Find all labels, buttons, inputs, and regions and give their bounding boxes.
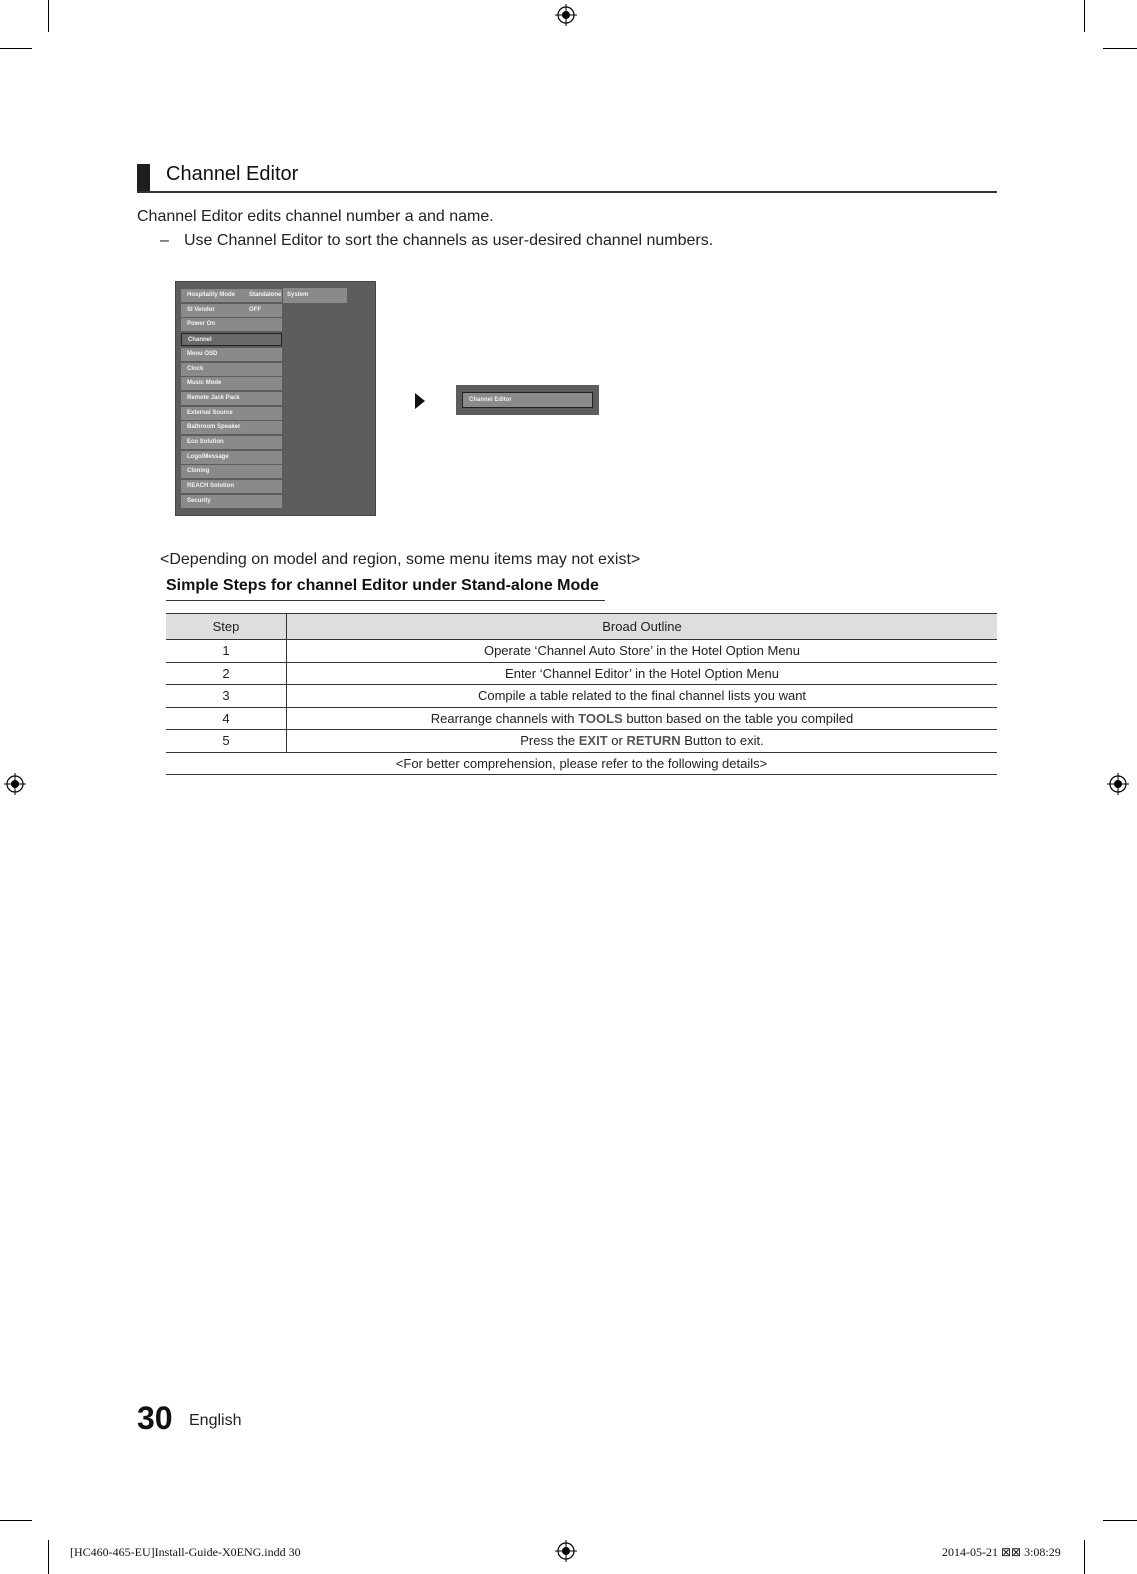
note-text: <Depending on model and region, some menu items may not exist> [160,551,641,568]
step-text: button based on the table you compiled [622,710,854,726]
crop-mark [0,48,32,49]
step-text: Enter ‘Channel Editor’ in the Hotel Option Menu [505,665,779,681]
menu-item: SI Vendor OFF [181,304,282,317]
page-language: English [189,1412,242,1429]
step-text: Rearrange channels with [430,710,579,726]
step-number: 1 [166,640,287,663]
step-number: 5 [166,730,287,753]
crop-mark [1084,1540,1085,1574]
menu-item: Bathroom Speaker [181,421,282,434]
step-outline [287,730,998,753]
menu-item: Logo/Message [181,451,282,464]
registration-mark-icon [555,4,577,26]
table-row [166,640,997,663]
step-number: 3 [166,685,287,708]
step-text: Press the [520,733,579,749]
page-number: 30 [137,1400,173,1436]
button-name: TOOLS [578,710,623,726]
step-outline [287,685,998,708]
crop-mark [1103,48,1137,49]
menu-item: External Source [181,407,282,420]
step-outline [287,662,998,685]
registration-mark-icon [4,773,26,795]
step-text: or [607,733,627,749]
button-name: RETURN [626,733,681,749]
menu-item-selected: Channel [181,333,282,346]
step-number: 2 [166,662,287,685]
button-name: EXIT [578,733,608,749]
section-title: Channel Editor [166,163,299,185]
menu-system-header: System [283,288,347,303]
print-footer-timestamp: 2014-05-21 ⊠⊠ 3:08:29 [942,1545,1061,1559]
menu-item: Music Mode [181,377,282,390]
column-header-step: Step [166,614,287,640]
print-footer-file: [HC460-465-EU]Install-Guide-X0ENG.indd 30 [70,1545,301,1559]
step-text: Compile a table related to the final channel lists you want [477,688,807,704]
section-divider [137,191,997,193]
bullet-item [160,232,713,250]
crop-mark [0,1520,32,1521]
step-outline [287,707,998,730]
table-footer-note: <For better comprehension, please refer to the following details> [166,752,997,775]
table-row [166,730,997,753]
menu-item: Remote Jack Pack [181,392,282,405]
menu-item: Eco Solution [181,436,282,449]
registration-mark-icon [1107,773,1129,795]
submenu-item-channel-editor: Channel Editor [462,392,593,408]
table-row [166,662,997,685]
menu-item: REACH Solution [181,480,282,493]
column-header-outline: Broad Outline [287,614,998,640]
table-row [166,707,997,730]
crop-mark [1103,1520,1137,1521]
step-text: Button to exit. [680,733,764,749]
bullet-text: Use Channel Editor to sort the channels as user-desired channel numbers. [184,232,714,249]
menu-item: Cloning [181,465,282,478]
menu-item: Clock [181,363,282,376]
table-row [166,685,997,708]
registration-mark-icon [555,1540,577,1562]
step-outline [287,640,998,663]
steps-heading: Simple Steps for channel Editor under Stand-alone Mode [166,577,599,594]
step-text: Operate ‘Channel Auto Store’ in the Hotel Option Menu [483,643,801,659]
menu-item: Security [181,495,282,508]
section-marker [137,164,150,192]
step-number: 4 [166,707,287,730]
intro-text: Channel Editor edits channel number a and name. [137,208,494,225]
crop-mark [1084,0,1085,32]
steps-table [166,613,997,775]
menu-item: Menu OSD [181,348,282,361]
menu-item: Power On [181,318,282,331]
menu-item: Hospitality Mode Standalone [181,289,282,302]
arrow-right-icon [415,393,425,409]
crop-mark [48,0,49,32]
crop-mark [48,1540,49,1574]
bullet-dash: – [160,232,169,249]
steps-heading-underline [166,600,605,601]
